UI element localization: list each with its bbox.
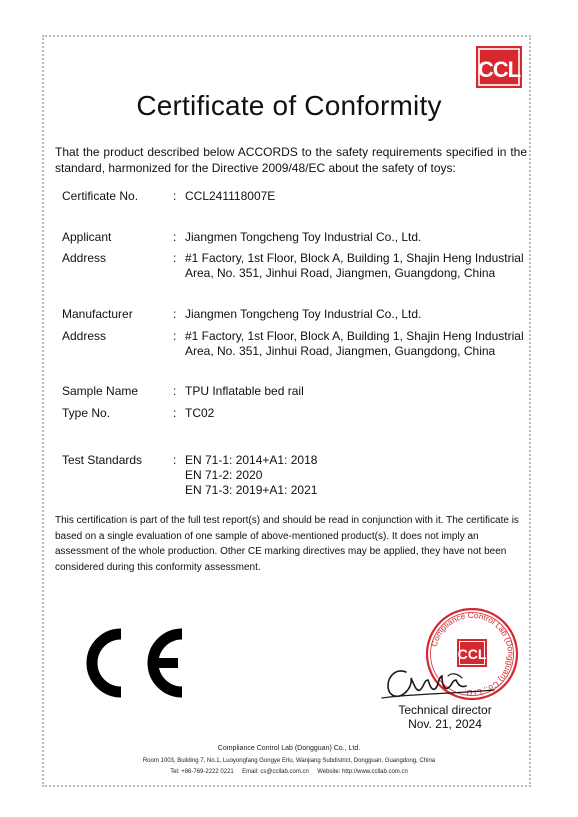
test-standards-label: Test Standards: [62, 453, 143, 467]
sample-name-label: Sample Name: [62, 384, 139, 398]
applicant-value: Jiangmen Tongcheng Toy Industrial Co., Ltd.: [185, 230, 422, 244]
manufacturer-label: Manufacturer: [62, 307, 133, 321]
colon: :: [173, 406, 177, 420]
manufacturer-address-line1: #1 Factory, 1st Floor, Block A, Building 1, Shajin Heng Industrial: [185, 329, 524, 343]
ccl-logo: [476, 46, 522, 88]
manufacturer-address-line2: Area, No. 351, Jinhui Road, Jiangmen, Guangdong, China: [185, 344, 496, 358]
sample-name-value: TPU Inflatable bed rail: [185, 384, 304, 398]
page-title: Certificate of Conformity: [136, 90, 442, 121]
applicant-label: Applicant: [62, 230, 112, 244]
manufacturer-address-label: Address: [62, 329, 107, 343]
cert-no-value: CCL241118007E: [185, 189, 276, 203]
applicant-address-line2: Area, No. 351, Jinhui Road, Jiangmen, Guangdong, China: [185, 266, 496, 280]
intro-paragraph: That the product described below ACCORDS to the safety requirements specified in the standard, harmonized for the Directive 2009/48/EC about the safety of toys:: [55, 145, 527, 175]
signature: [378, 654, 498, 706]
ce-mark-icon: [74, 627, 188, 699]
cert-no-label: Certificate No.: [62, 189, 139, 203]
footer-company: Compliance Control Lab (Dongguan) Co., Ltd.: [217, 745, 361, 752]
colon: :: [173, 329, 177, 343]
colon: :: [173, 307, 177, 321]
applicant-address-label: Address: [62, 251, 107, 265]
test-standard-item: EN 71-2: 2020: [185, 468, 263, 482]
test-standard-item: EN 71-1: 2014+A1: 2018: [185, 453, 318, 467]
colon: :: [173, 384, 177, 398]
manufacturer-value: Jiangmen Tongcheng Toy Industrial Co., Ltd.: [185, 307, 422, 321]
signatory-role: Technical director: [398, 703, 492, 717]
colon: :: [173, 189, 177, 203]
certification-note: This certification is part of the full test report(s) and should be read in conjunction with it. The certificate is based on a single evaluation of one sample of above-mentioned product(s). It does not imply an assessment of the whole production. Other CE marking directives may be applied, they have not been considered during this conformity assessment.: [55, 515, 519, 573]
colon: :: [173, 251, 177, 265]
type-no-label: Type No.: [62, 406, 111, 420]
issue-date: Nov. 21, 2024: [408, 717, 482, 731]
test-standard-item: EN 71-3: 2019+A1: 2021: [185, 483, 318, 497]
colon: :: [173, 230, 177, 244]
applicant-address-line1: #1 Factory, 1st Floor, Block A, Building 1, Shajin Heng Industrial: [185, 251, 524, 265]
seal-logo-text: CCL: [457, 646, 487, 662]
footer-address: Room 1003, Building 7, No.1, Luoyongfang Gongye Erlu, Wanjiang Subdistrict, Dongguan, Guangdong, China: [142, 758, 436, 764]
type-no-value: TC02: [185, 406, 215, 420]
seal-text: Compliance Control Lab (Dongguan) Co., LTD.: [429, 610, 516, 698]
footer-contact: Tel: +86-769-2222 0221 Email: cs@ccllab.com.cn Website: http://www.ccllab.com.cn: [170, 769, 408, 775]
colon: :: [173, 453, 177, 467]
logo-text: CCL: [477, 57, 521, 82]
